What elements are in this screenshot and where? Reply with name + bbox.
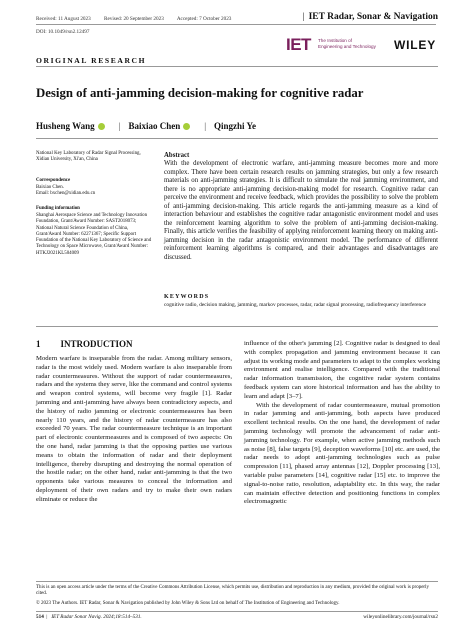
author-name[interactable]: Qingzhi Ye xyxy=(214,121,256,131)
journal-name: | IET Radar, Sonar & Navigation xyxy=(302,12,438,22)
section-divider xyxy=(36,326,438,327)
section-title: INTRODUCTION xyxy=(60,339,133,349)
journal-title: IET Radar, Sonar & Navigation xyxy=(308,12,438,22)
header-divider xyxy=(36,24,436,25)
license-note: This is an open access article under the terms of the Creative Commons Attribution License, which permits use, distribution and reproduction in any medium, provided the original work is properly cited. xyxy=(36,585,429,597)
author-name[interactable]: Baixiao Chen xyxy=(128,121,181,131)
author-separator: | xyxy=(118,121,121,131)
page-citation: 514 | IET Radar Sonar Navig. 2024;18:514–531. xyxy=(36,614,142,620)
author-separator: | xyxy=(204,121,207,131)
received-date: Received: 11 August 2023 xyxy=(36,16,91,22)
page-footer-divider xyxy=(36,611,438,612)
keywords-text: cognitive radio, decision making, jamming, markov processes, radar, radar signal processing, radiofrequency interference xyxy=(164,302,427,308)
correspondence xyxy=(36,185,154,198)
keywords-heading: KEYWORDS xyxy=(164,294,210,300)
article-history xyxy=(36,16,243,22)
iet-logo: IET xyxy=(286,35,311,54)
page-number: 514 xyxy=(36,614,44,620)
wiley-logo: WILEY xyxy=(394,38,436,52)
intro-paragraph: influence of the other's jamming [2]. Cognitive radar is designed to deal with complex propagation and jamming environment because it can adjust its working mode and parameters to adapt to the complex working environment and realise intelligence. Compared with the traditional radar information transmission, the cognitive radar system contains feedback system can store historical information and has the ability to learn and adapt [3–7]. xyxy=(244,340,440,400)
doi[interactable]: DOI: 10.1049/rsn2.12497 xyxy=(36,29,90,35)
revised-date: Revised: 20 September 2023 xyxy=(104,16,164,22)
section-number: 1 xyxy=(36,339,41,349)
abstract-text: With the development of electronic warfare, anti-jamming measure becomes more and more complex. There have been certain research results on jamming strategies, but only a few research materials on anti-jamming strategies. It is difficult to simulate the real jamming environment, and there is no appropriate anti-jamming decision-making model for research. Cognitive radar can perceive the environment and receive feedback, which provides the possibility to solve the problem of anti-jamming decision-making. This article regards the anti-jamming measure as a kind of interaction behaviour and establishes the cognitive radar antagonistic environment model and uses the reinforcement learning algorithm to solve the problem of anti-jamming decision-making. Finally, this article verifies the feasibility of applying reinforcement learning theory on making anti-jamming decision in the radar antagonistic environment model. The performance of different reinforcement learning algorithms is compared, and their advantages and disadvantages are discussed. xyxy=(164,160,438,261)
orcid-icon[interactable] xyxy=(183,123,190,130)
article-type-divider xyxy=(36,66,438,67)
accepted-date: Accepted: 7 October 2023 xyxy=(176,16,232,22)
article-type: ORIGINAL RESEARCH xyxy=(36,56,147,65)
correspondence-email[interactable]: Email: bxchen@xidian.edu.cn xyxy=(36,191,96,197)
affiliation: National Key Laboratory of Radar Signal Processing, Xidian University, Xi'an, China xyxy=(36,151,141,163)
iet-org-name xyxy=(318,38,376,49)
copyright-note: © 2023 The Authors. IET Radar, Sonar & Navigation published by John Wiley & Sons Ltd on behalf of The Institution of Engineering and Technology. xyxy=(36,601,340,606)
article-title: Design of anti-jamming decision-making for cognitive radar xyxy=(36,86,364,100)
orcid-icon[interactable] xyxy=(98,123,105,130)
author-list xyxy=(36,121,256,131)
citation: IET Radar Sonar Navig. 2024;18:514–531. xyxy=(51,614,142,620)
correspondence-heading: Correspondence xyxy=(36,178,71,183)
author-name[interactable]: Husheng Wang xyxy=(36,121,95,131)
abstract-heading: Abstract xyxy=(164,152,190,159)
funding-heading: Funding information xyxy=(36,206,80,211)
intro-column-right xyxy=(244,340,440,507)
section-heading xyxy=(36,339,133,349)
authors-divider xyxy=(36,138,438,139)
journal-url[interactable]: wileyonlinelibrary.com/journal/rsn2 xyxy=(363,614,438,620)
iet-org-line1: The Institution of xyxy=(318,38,352,43)
funding-info: Shanghai Aerospace Science and Technology Innovation Foundation, Grant/Award Number: SAST2018073; National Natural Science Foundation of China, Grant/Award Number: 62271367; Specific Support Foundation of the National Key Laboratory of Science and Technology on Space Microwave, Grant/Award Number: HTKJ2021KL504009 xyxy=(36,213,152,256)
footer-divider xyxy=(36,581,438,582)
intro-paragraph: With the development of radar countermeasure, mutual promotion in radar jamming and anti-jamming, both aspects have produced excellent technical results. On the one hand, the development of radar jamming technology will promote the advancement of radar anti-jamming technology. For example, when active jamming methods such as noise [8], false targets [9], deception waveforms [10] etc. are used, the radar needs to adopt anti-jamming technologies such as pulse compression [11], phased array antennas [12], Doppler processing [13], variable pulse parameters [14], cognitive radar [15] etc. to improve the signal-to-noise ratio, resolution, adaptability etc. In this way, the radar can maintain effective detection and positioning functions in complex electromagnetic xyxy=(244,401,440,506)
iet-org-line2: Engineering and Technology xyxy=(318,43,376,49)
correspondence-name: Baixiao Chen. xyxy=(36,185,64,190)
intro-column-left: Modern warfare is inseparable from the radar. Among military sensors, radar is the most widely used. Modern warfare is also inseparable from radar countermeasures. Without the support of radar countermeasures, radars and the systems they serve, like the command and control systems and weapon control systems, will become very fragile [1]. Radar jamming and anti-jamming have always been contradictory aspects, and the history of radio jamming or electronic countermeasures has been nearly 110 years, and the history of radar countermeasure has also exceeded 70 years. The radar countermeasure technique is an important part of electronic countermeasures and is composed of two aspects: On the one hand, radar jamming is that the opposing parties use various means to obtain the information of radar and their deployment intelligence, thereby disrupting and destroying the normal operation of the hostile radar; on the other hand, radar anti-jamming is that the two opponents take various measures to conceal the information and deployment of their own radars and try to make their own radars eliminate or reduce the xyxy=(36,355,232,503)
